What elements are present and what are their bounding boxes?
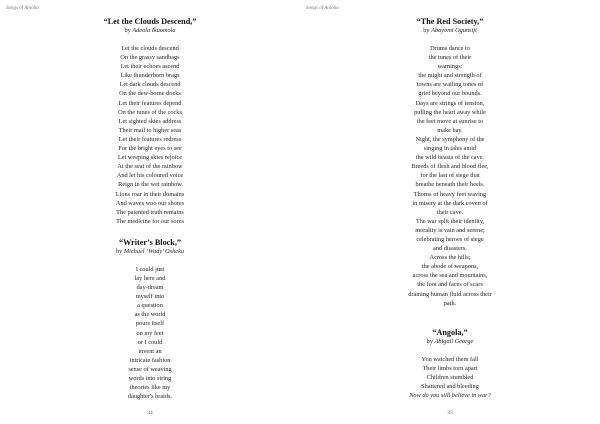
poem-line: Days are strings of tension, bbox=[415, 99, 485, 107]
poem-line: Breeds of flesh and blood flee, bbox=[411, 163, 489, 171]
poem-line: draining human fluid across their bbox=[408, 290, 492, 298]
poem-line: their cave. bbox=[436, 208, 464, 216]
poem-line: daughter's braids. bbox=[127, 393, 173, 401]
poem-line: a question bbox=[137, 302, 163, 310]
poem-title: “Angola,” bbox=[432, 327, 468, 337]
poem-byline bbox=[85, 26, 215, 35]
poem-line: singing in tales amid bbox=[423, 145, 477, 153]
poem-line: and disasters. bbox=[433, 245, 467, 253]
poem-line: intricate fashion bbox=[129, 356, 171, 364]
right-column bbox=[380, 17, 520, 400]
poem-line: towns are wailing tones of bbox=[416, 81, 484, 89]
poem-line: the tunes of their bbox=[428, 54, 472, 62]
poem-line: The patented truth remains bbox=[116, 208, 184, 216]
poem-line: warnings: bbox=[437, 63, 463, 71]
poem-line: Their limbs torn apart bbox=[422, 364, 478, 372]
poem-line: The war split their identity, bbox=[415, 217, 485, 225]
poem-line: Reign in the wet rainbow bbox=[118, 181, 182, 189]
poem-line: path. bbox=[443, 299, 457, 307]
poem-line: the abode of weapons, bbox=[421, 263, 479, 271]
poem-line: pours itself bbox=[135, 320, 165, 328]
poem-line: The medicine for our sores bbox=[116, 217, 184, 225]
poem-title: “The Red Society,” bbox=[416, 17, 484, 26]
poem-line: Drums dance to bbox=[430, 45, 470, 52]
poem-line: the might and strength of bbox=[418, 72, 482, 80]
poem-lines bbox=[380, 44, 520, 308]
poem-line: theories like my bbox=[129, 384, 171, 392]
poem-line: across the sea and mountains, bbox=[412, 272, 488, 280]
left-column bbox=[85, 17, 215, 401]
by-word: by bbox=[115, 247, 123, 255]
poem-author: Michael ‘Wudy’ Osheku bbox=[123, 247, 185, 255]
by-word: by bbox=[426, 337, 433, 345]
poem-line: grief beyond our bounds. bbox=[418, 90, 482, 98]
poem-lines bbox=[85, 265, 215, 401]
poem-line: Let weeping skies rejoice bbox=[117, 154, 183, 162]
poem-line: Let the clouds descend bbox=[121, 45, 179, 52]
poem-line: for the last of siege that bbox=[420, 172, 480, 180]
poem-line: or I could bbox=[137, 338, 163, 346]
poem-line: Let dark clouds descend bbox=[119, 81, 181, 89]
poem-line: Let sighted skies address bbox=[118, 117, 182, 125]
poem-line: lay here and bbox=[134, 274, 166, 282]
poem-title: “Let the Clouds Descend,” bbox=[103, 17, 197, 26]
poem-line: the foot and faces of scars bbox=[417, 281, 483, 289]
poem-line: You watched them fall bbox=[421, 355, 479, 363]
poem-line: morality is vain and serene; bbox=[415, 226, 485, 234]
poem-line: myself into bbox=[135, 293, 165, 301]
poem-line: Lions roar in their domains bbox=[115, 190, 185, 198]
poem-line: On the dew-borne docks bbox=[119, 90, 181, 98]
poem-line: in misery at the dark coven of bbox=[412, 199, 488, 207]
poem-byline bbox=[380, 26, 520, 35]
poem-line: Shattered and bleeding bbox=[421, 383, 479, 390]
poem-closing-line: Now do you still believe in war? bbox=[409, 392, 491, 400]
poem-line: make bay. bbox=[437, 126, 463, 134]
poem-line: Children stumbled bbox=[426, 373, 474, 381]
poem-line: Their mail to higher seas bbox=[118, 126, 182, 134]
poem-line: Let their features redress bbox=[118, 135, 182, 143]
running-head: Songs of Anioba bbox=[6, 6, 39, 11]
poem-line: At the seat of the rainbow bbox=[117, 163, 183, 171]
poem-byline bbox=[85, 247, 215, 256]
poem-line: sense of weaving bbox=[128, 365, 172, 373]
poem-author: Abigail George bbox=[434, 337, 474, 345]
poem-line: as the world bbox=[134, 311, 166, 319]
poem-line: Like thunderborn brags bbox=[120, 72, 180, 80]
poem-lines bbox=[85, 44, 215, 226]
poem-line: For the bright eyes to see bbox=[118, 145, 182, 153]
running-head: Songs of Anioba bbox=[306, 6, 339, 11]
poem-line: And let his coloured voice bbox=[116, 172, 184, 180]
poem-byline bbox=[380, 337, 520, 346]
page-number: 34 bbox=[147, 410, 153, 416]
poem-line: On the grassy sandbags bbox=[120, 54, 180, 62]
poem-line: the wild beasts of the cave. bbox=[415, 154, 485, 162]
poem-line: the feet move at sunrise to bbox=[416, 117, 484, 125]
poem-let-the-clouds-descend bbox=[85, 17, 215, 226]
poem-author: Adeola Ikuomola bbox=[132, 27, 176, 34]
poem-line: On the tunes of the cocks bbox=[118, 108, 182, 116]
poem-line: And waves woo our shores bbox=[115, 199, 185, 207]
poem-line: Let their echoes ascend bbox=[120, 63, 180, 71]
poem-line: celebrating heroes of siege bbox=[416, 235, 484, 243]
poem-line: Across the hills; bbox=[429, 254, 471, 262]
poem-writers-block bbox=[85, 238, 215, 401]
poem-line: day-dream bbox=[136, 284, 164, 292]
right-page bbox=[300, 0, 600, 424]
poem-author: Abayomi Ogunsiji bbox=[431, 27, 477, 34]
page-number: 35 bbox=[447, 410, 453, 416]
poem-line: invent an bbox=[138, 347, 162, 355]
poem-line: Thorns of heavy feet waving bbox=[413, 190, 487, 198]
poem-line: Night, the symphony of the bbox=[415, 135, 485, 143]
poem-line: I could just bbox=[135, 265, 165, 273]
poem-lines bbox=[380, 355, 520, 391]
poem-line: on my feet bbox=[136, 329, 164, 337]
poem-line: breathe beneath their heels. bbox=[415, 181, 485, 189]
poem-angola bbox=[380, 328, 520, 400]
by-word: by bbox=[423, 27, 430, 34]
by-word: by bbox=[124, 27, 131, 34]
poem-line: Let their features depend bbox=[118, 99, 182, 107]
poem-the-red-society bbox=[380, 17, 520, 308]
poem-line: words into string bbox=[128, 375, 172, 382]
poem-title: “Writer’s Block,” bbox=[119, 237, 181, 247]
poem-line: pulling the heart away while bbox=[414, 108, 486, 116]
